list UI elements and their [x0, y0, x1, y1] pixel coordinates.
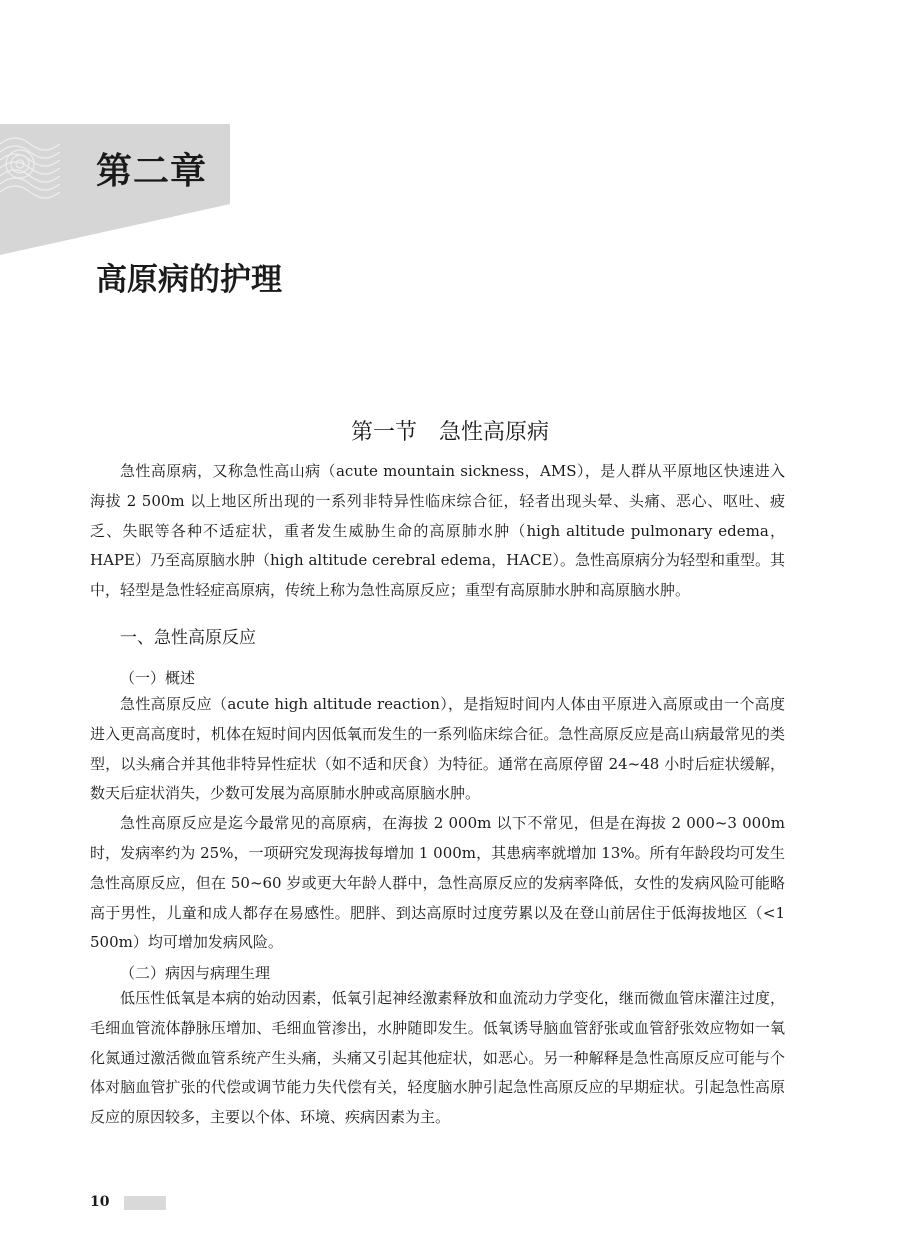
overview-paragraph-2: 急性高原反应是迄今最常见的高原病，在海拔 2 000m 以下不常见，但是在海拔 2 000~3 000m 时，发病率约为 25%，一项研究发现海拔每增加 1 000m，其患病率就增加 13%。所有年龄段均可发生急性高原反应，但在 50~60 岁或更大年龄人群中，急性高原反应的发病率降低，女性的发病风险可能略高于男性，儿童和成人都存在易感性。肥胖、到达高原时过度劳累以及在登山前居住于低海拔地区（<1 500m）均可增加发病风险。 [90, 814, 785, 952]
chapter-title: 高原病的护理 [96, 262, 282, 298]
part-heading-etiology: （二）病因与病理生理 [120, 964, 271, 982]
intro-block [90, 457, 785, 606]
chapter-wedge-decoration [0, 0, 230, 260]
page-number: 10 [90, 1194, 110, 1210]
etiology-block [90, 984, 785, 1133]
overview-block [90, 690, 785, 958]
page-number-bar [124, 1196, 166, 1210]
etiology-paragraph-1: 低压性低氧是本病的始动因素，低氧引起神经激素释放和血流动力学变化，继而微血管床灌注过度，毛细血管流体静脉压增加、毛细血管渗出，水肿随即发生。低氧诱导脑血管舒张或血管舒张效应物如一氧化氮通过激活微血管系统产生头痛，头痛又引起其他症状，如恶心。另一种解释是急性高原反应可能与个体对脑血管扩张的代偿或调节能力失代偿有关，轻度脑水肿引起急性高原反应的早期症状。引起急性高原反应的原因较多，主要以个体、环境、疾病因素为主。 [90, 989, 785, 1127]
chapter-label: 第二章 [96, 151, 208, 192]
overview-paragraph-1: 急性高原反应（acute high altitude reaction），是指短时间内人体由平原进入高原或由一个高度进入更高高度时，机体在短时间内因低氧而发生的一系列临床综合征。急性高原反应是高山病最常见的类型，以头痛合并其他非特异性症状（如不适和厌食）为特征。通常在高原停留 24~48 小时后症状缓解，数天后症状消失，少数可发展为高原肺水肿或高原脑水肿。 [90, 695, 785, 803]
part-heading-overview: （一）概述 [120, 669, 196, 687]
subsection-heading: 一、急性高原反应 [120, 628, 256, 648]
section-title: 第一节 急性高原病 [350, 420, 549, 445]
intro-paragraph: 急性高原病，又称急性高山病（acute mountain sickness，AMS），是人群从平原地区快速进入海拔 2 500m 以上地区所出现的一系列非特异性临床综合征，轻者出现头晕、头痛、恶心、呕吐、疲乏、失眠等各种不适症状，重者发生威胁生命的高原肺水肿（high altitude pulmonary edema，HAPE）乃至高原脑水肿（high altitude cerebral edema，HACE）。急性高原病分为轻型和重型。其中，轻型是急性轻症高原病，传统上称为急性高原反应；重型有高原肺水肿和高原脑水肿。 [90, 462, 785, 600]
